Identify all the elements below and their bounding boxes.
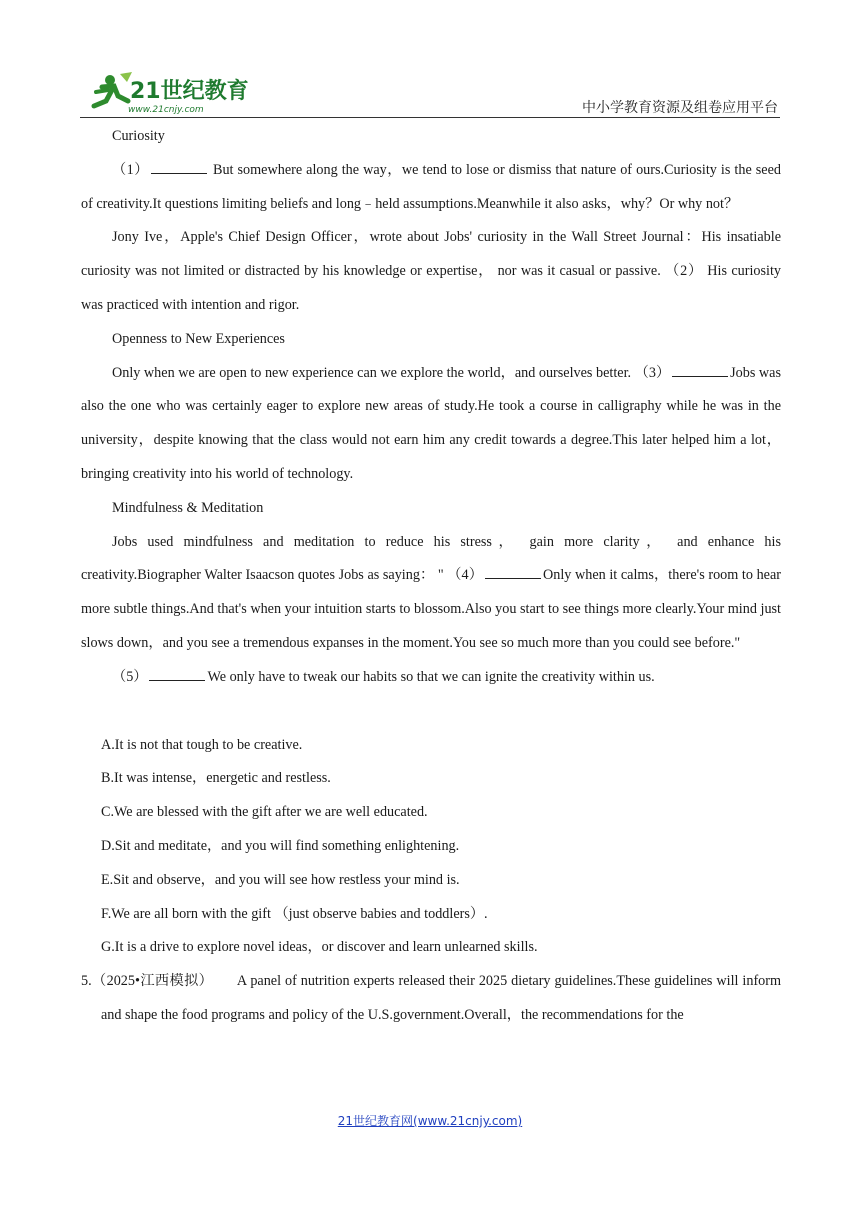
paragraph-3 bbox=[81, 357, 781, 492]
paragraph-3-text-b: Jobs was also the one who was certainly eager to explore new areas of study.He took a course in calligraphy while he was in the university，despite knowing that the class would not earn him any credit towards a degree.This later helped him a lot，bringing creativity into his world of technology. bbox=[81, 364, 781, 482]
blank-number-1: （1） bbox=[112, 161, 149, 178]
runner-icon bbox=[94, 72, 132, 106]
question-5-label: 5.（2025•江西模拟） bbox=[81, 973, 214, 990]
section-heading-mindfulness: Mindfulness & Meditation bbox=[112, 499, 264, 516]
section-heading-openness: Openness to New Experiences bbox=[112, 330, 285, 347]
paragraph-2-text-a: Jony Ive，Apple's Chief Design Officer，wrote about Jobs' curiosity in the Wall Street Journal：His insatiable curiosity was not limited or distracted by his knowledge or expertise， nor was it casual or passive. （2） bbox=[81, 229, 781, 280]
option-a: A.It is not that tough to be creative. bbox=[101, 736, 303, 753]
svg-text:21世纪教育: 21世纪教育 bbox=[130, 79, 249, 104]
paragraph-3-text-a: Only when we are open to new experience can we explore the world，and ourselves better. （3） bbox=[112, 364, 671, 381]
option-e: E.Sit and observe，and you will see how restless your mind is. bbox=[101, 871, 460, 888]
paragraph-4 bbox=[81, 526, 781, 661]
answer-blank-1 bbox=[151, 159, 207, 174]
paragraph-2-text-b: His curiosity was practiced with intention and rigor. bbox=[81, 263, 781, 313]
answer-blank-3 bbox=[672, 362, 728, 377]
answer-blank-5 bbox=[149, 666, 205, 681]
header-divider bbox=[80, 117, 780, 118]
section-heading-curiosity: Curiosity bbox=[112, 128, 165, 144]
question-5 bbox=[81, 965, 781, 1033]
option-f: F.We are all born with the gift （just observe babies and toddlers）. bbox=[101, 905, 488, 922]
paragraph-4-text-b: Only when it calms，there's room to hear more subtle things.And that's when your intuition starts to blossom.Also you start to see things more clearly.Your mind just slows down，and you see a tremendous expanses in the moment.You see so much more than you could see before." bbox=[81, 567, 781, 651]
option-d: D.Sit and meditate，and you will find something enlightening. bbox=[101, 837, 460, 854]
paragraph-1 bbox=[81, 154, 781, 222]
question-5-text: A panel of nutrition experts released their 2025 dietary guidelines.These guidelines will inform and shape the food programs and policy of the U.S.government.Overall，the recommendations for the bbox=[101, 973, 782, 1023]
option-g: G.It is a drive to explore novel ideas，or discover and learn unlearned skills. bbox=[101, 939, 538, 956]
site-logo bbox=[80, 68, 250, 116]
svg-text:www.21cnjy.com: www.21cnjy.com bbox=[128, 105, 204, 115]
page-header bbox=[80, 68, 780, 118]
passage bbox=[81, 120, 781, 1033]
answer-blank-4 bbox=[485, 564, 541, 579]
option-b: B.It was intense，energetic and restless. bbox=[101, 770, 331, 787]
paragraph-2 bbox=[81, 221, 781, 322]
option-c: C.We are blessed with the gift after we are well educated. bbox=[101, 804, 428, 821]
platform-tagline: 中小学教育资源及组卷应用平台 bbox=[582, 100, 778, 116]
paragraph-5-text: We only have to tweak our habits so that we can ignite the creativity within us. bbox=[207, 668, 655, 685]
blank-number-5: （5） bbox=[112, 668, 148, 685]
footer-link[interactable]: 21世纪教育网(www.21cnjy.com) bbox=[337, 1114, 523, 1128]
paragraph-1-text: But somewhere along the way，we tend to lose or dismiss that nature of ours.Curiosity is the seed of creativity.It questions limiting beliefs and long﹣held assumptions.Meanwhile it also asks，why？Or why not？ bbox=[81, 161, 781, 212]
paragraph-4-text-a: Jobs used mindfulness and meditation to reduce his stress， gain more clarity， and enhance his creativity.Biographer Walter Isaacson quotes Jobs as saying： " （4） bbox=[81, 533, 781, 584]
spacer bbox=[81, 695, 781, 729]
paragraph-5 bbox=[81, 661, 781, 695]
